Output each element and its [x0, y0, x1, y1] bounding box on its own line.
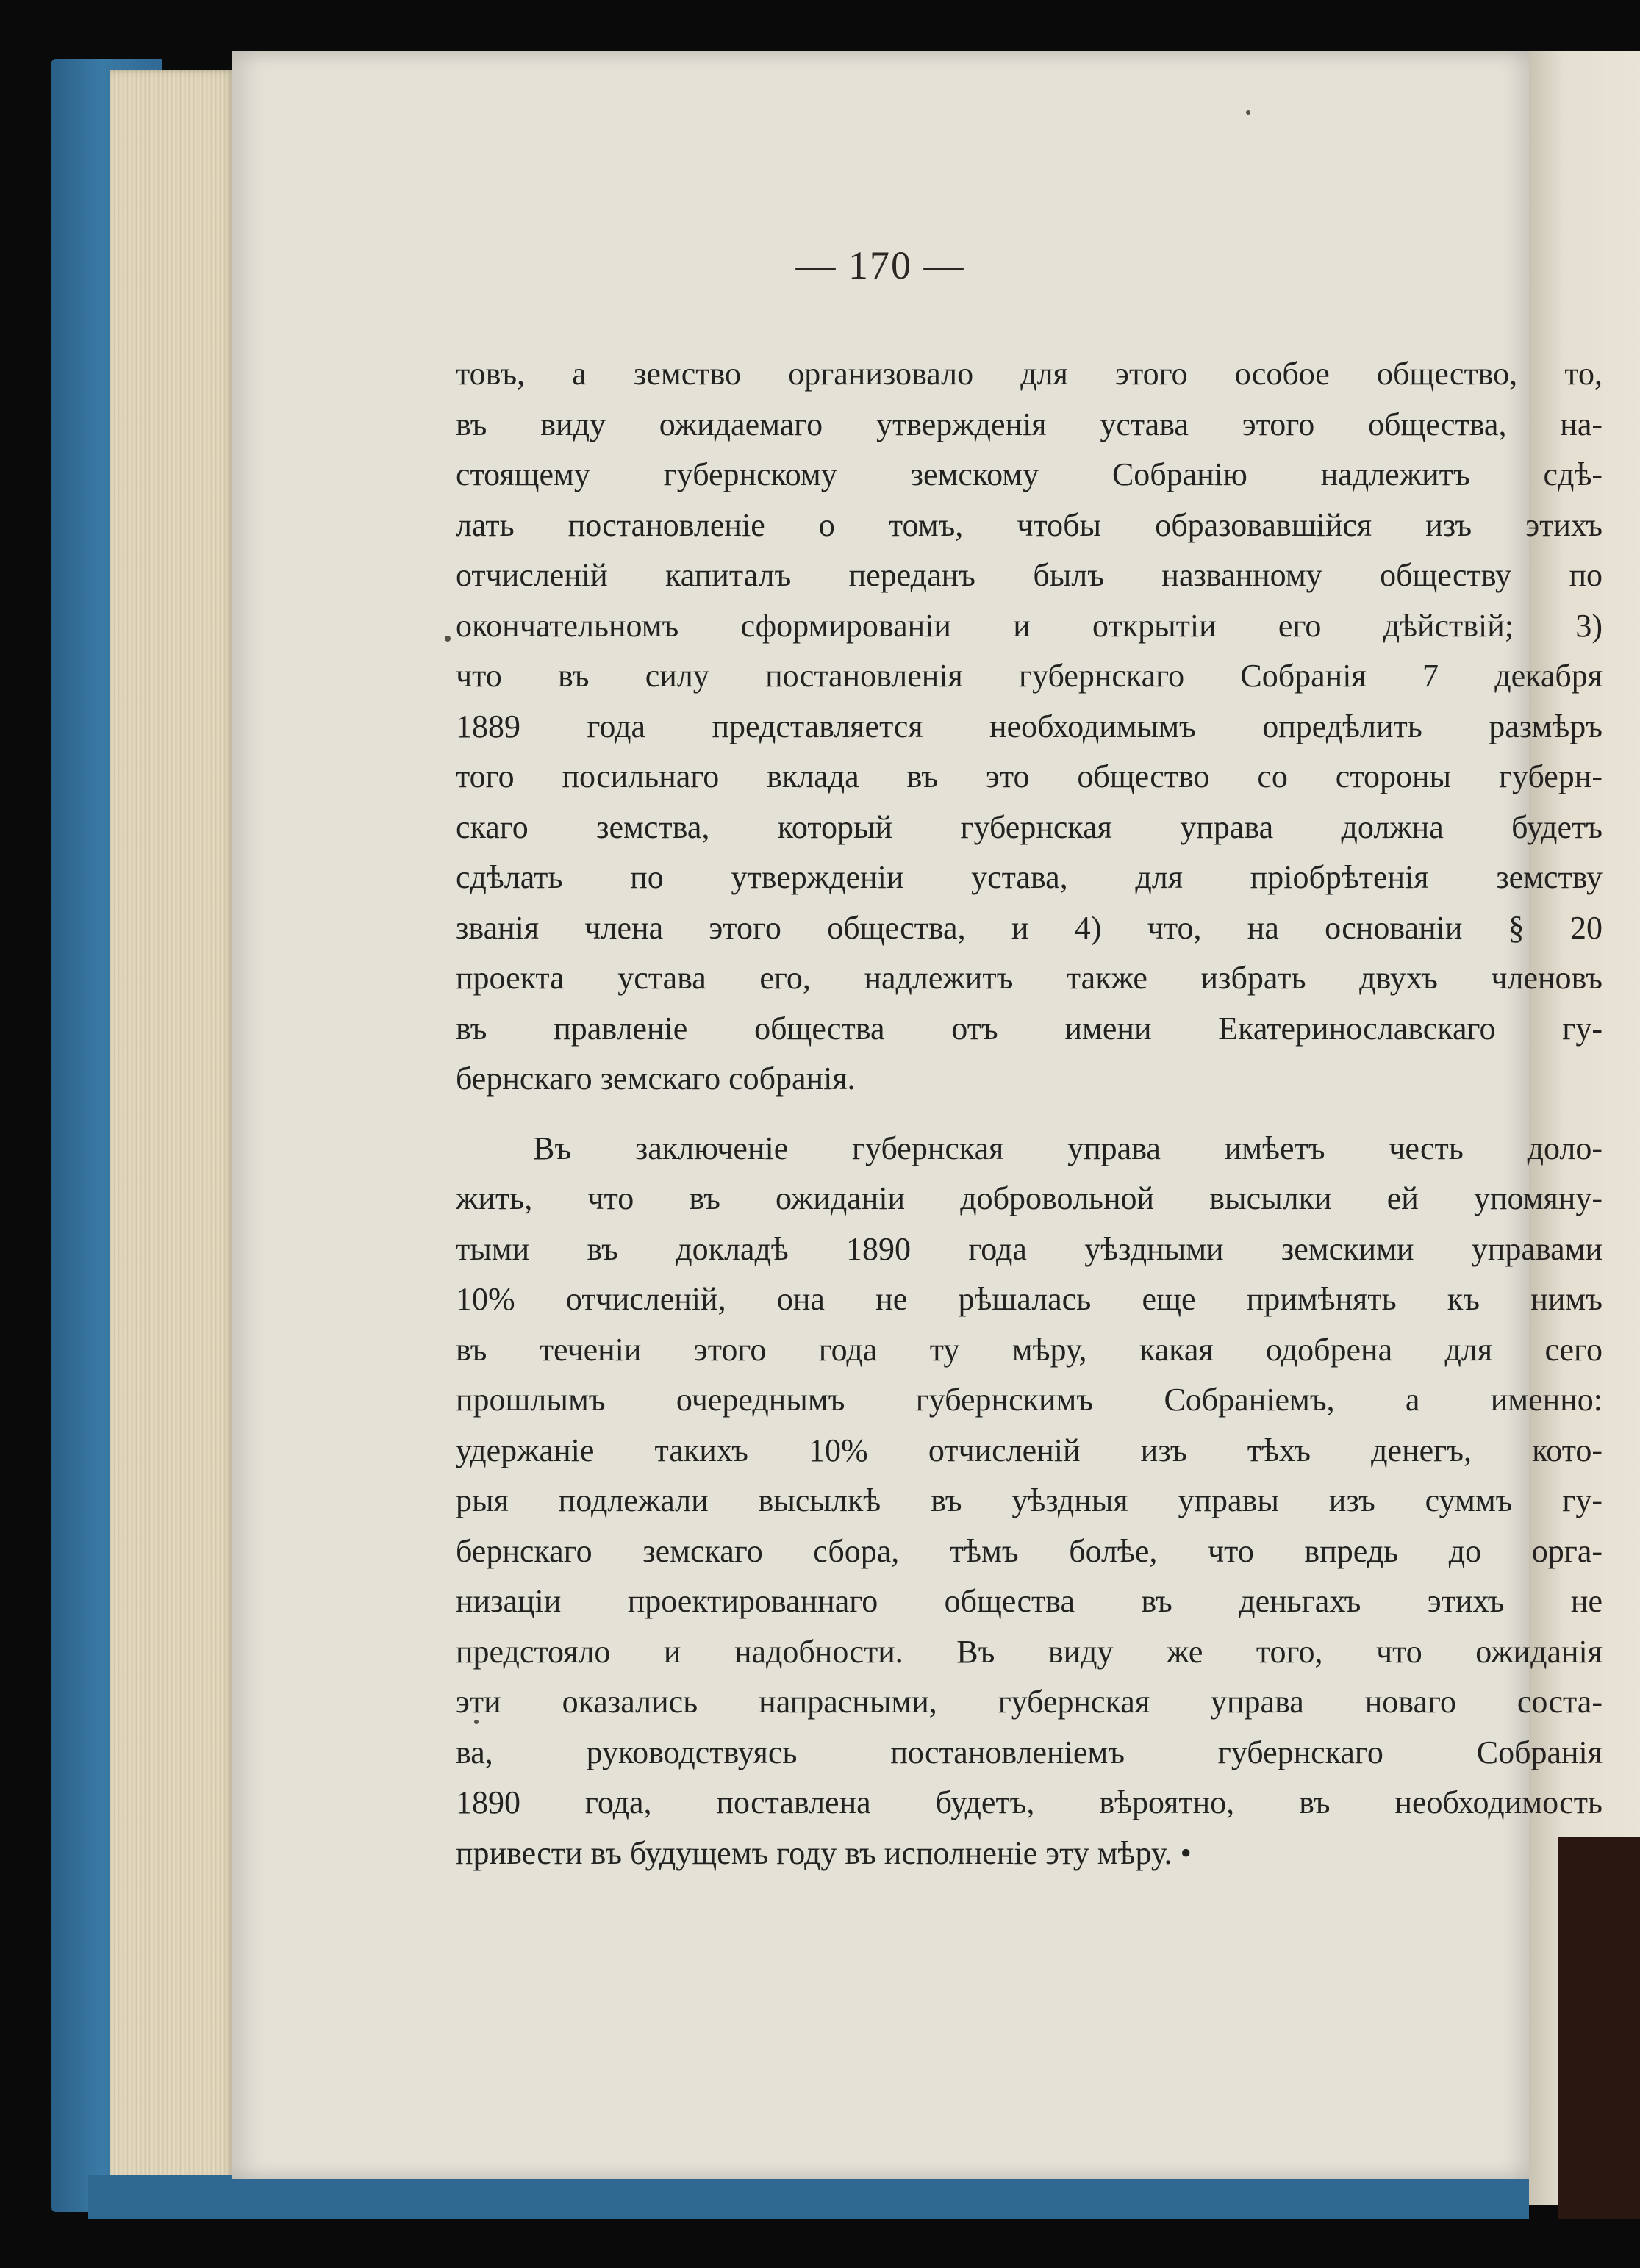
text-line: лать постановленіе о томъ, чтобы образовавшійся изъ этихъ [456, 506, 1603, 543]
text-line: тыми въ докладѣ 1890 года уѣздными земскими управами [456, 1230, 1603, 1267]
paragraph-gap [456, 1105, 1603, 1124]
text-line: скаго земства, который губернская управа должна будетъ [456, 808, 1603, 845]
text-line: жить, что въ ожиданіи добровольной высылки ей упомяну- [456, 1180, 1603, 1216]
page-number: — 170 — [795, 243, 965, 287]
text-line: товъ, а земство организовало для этого особое общество, то, [456, 356, 1603, 392]
text-line: бернскаго земскаго сбора, тѣмъ болѣе, что впредь до орга- [456, 1532, 1603, 1569]
page-text [456, 349, 1603, 1878]
text-line: что въ силу постановленія губернскаго Собранія 7 декабря [456, 658, 1603, 694]
text-line: сдѣлать по утвержденіи устава, для пріобрѣтенія земству [456, 859, 1603, 895]
text-line: въ теченіи этого года ту мѣру, какая одобрена для сего [456, 1331, 1603, 1368]
text-line: низаціи проектированнаго общества въ деньгахъ этихъ не [456, 1583, 1603, 1619]
text-line: Въ заключеніе губернская управа имѣетъ честь доло- [533, 1130, 1603, 1166]
text-line: званія члена этого общества, и 4) что, на основаніи § 20 [456, 909, 1603, 946]
paragraph-1 [456, 349, 1603, 1105]
book-cover-right [1558, 1837, 1640, 2219]
text-line: прошлымъ очереднымъ губернскимъ Собраніемъ, а именно: [456, 1382, 1603, 1418]
text-line: проекта устава его, надлежитъ также избрать двухъ членовъ [456, 960, 1603, 996]
book-page [232, 51, 1603, 2179]
paper-speck [474, 1720, 479, 1724]
text-line: въ виду ожидаемаго утвержденія устава этого общества, на- [456, 406, 1603, 442]
text-line: стоящему губернскому земскому Собранію надлежитъ сдѣ- [456, 456, 1603, 492]
text-line: 1890 года, поставлена будетъ, вѣроятно, въ необходимость [456, 1784, 1603, 1820]
text-line: того посильнаго вклада въ это общество со стороны губерн- [456, 758, 1603, 794]
text-line: удержаніе такихъ 10% отчисленій изъ тѣхъ денегъ, кото- [456, 1432, 1603, 1468]
book-cover-bottom [88, 2175, 1529, 2219]
page-edges-left [110, 70, 235, 2186]
text-line: окончательномъ сформированіи и открытіи его дѣйствій; 3) [456, 607, 1603, 644]
text-line: 1889 года представляется необходимымъ опредѣлить размѣръ [456, 708, 1603, 744]
text-line: привести въ будущемъ году въ исполненіе эту мѣру. • [456, 1834, 1192, 1871]
text-line: отчисленій капиталъ переданъ былъ названному обществу по [456, 557, 1603, 593]
text-line: рыя подлежали высылкѣ въ уѣздныя управы изъ суммъ гу- [456, 1482, 1603, 1518]
paragraph-2 [456, 1124, 1603, 1879]
paper-speck [1246, 110, 1250, 115]
text-line: 10% отчисленій, она не рѣшалась еще примѣнять къ нимъ [456, 1281, 1603, 1317]
text-line: ва, руководствуясь постановленіемъ губернскаго Собранія [456, 1734, 1603, 1770]
text-line: бернскаго земскаго собранія. [456, 1061, 856, 1097]
text-line: эти оказались напрасными, губернская управа новаго соста- [456, 1684, 1603, 1720]
text-line: въ правленіе общества отъ имени Екатеринославскаго гу- [456, 1010, 1603, 1047]
paper-speck [445, 636, 451, 642]
text-line: предстояло и надобности. Въ виду же того, что ожиданія [456, 1633, 1603, 1670]
